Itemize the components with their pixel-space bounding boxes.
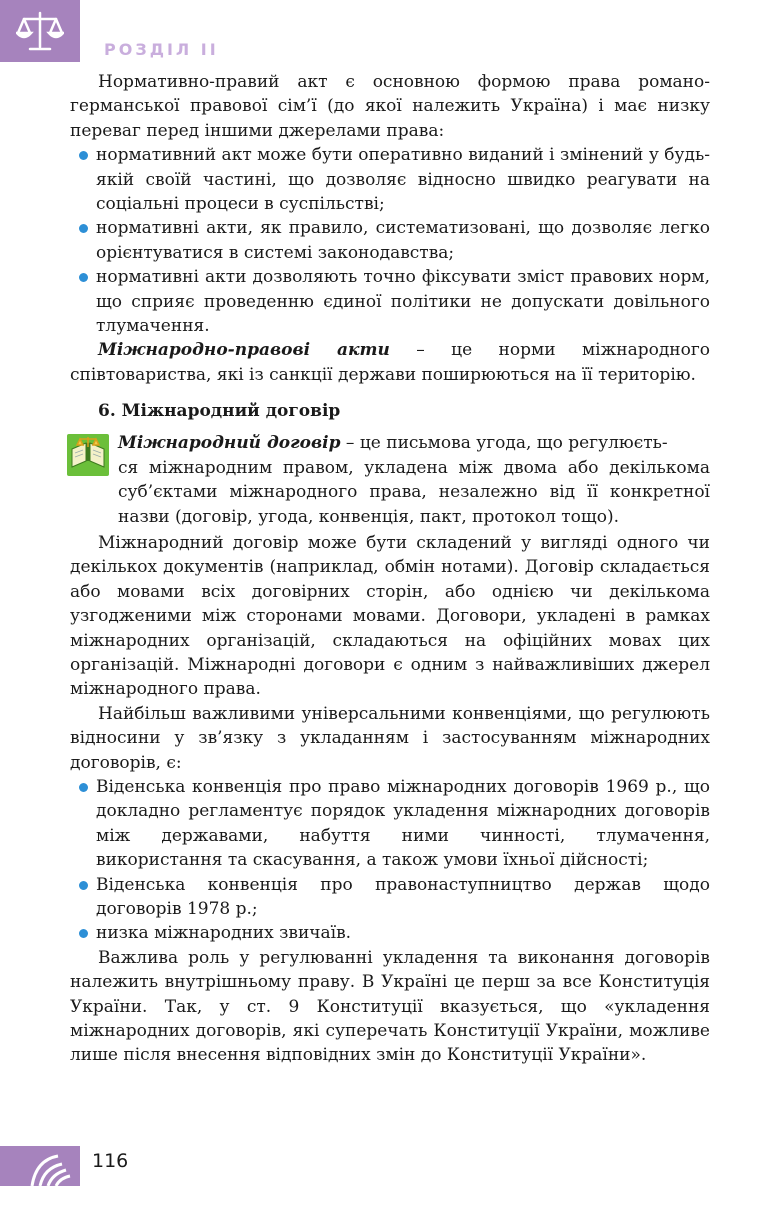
treaty-def-rest-text: ся міжнародним правом, укладена між двома або декількома суб’єктами міжнародного права, незалежно від її конкретної назви (договір, угода, конвенція, пакт, протокол тощо). xyxy=(118,457,710,527)
footer-corner-tab xyxy=(0,1146,80,1186)
section-corner-tab xyxy=(0,0,80,62)
list-item: нормативний акт може бути оперативно виданий і змінений у будь-якій своїй частині, що дозволяє відносно швидко реагувати на соціальні процеси в суспільстві; xyxy=(70,143,710,216)
domestic-law-paragraph: Важлива роль у регулюванні укладення та виконання договорів належить внутрішньому праву. В Україні це перш за все Конституція України. Так, у ст. 9 Конституції вказується, що «укладення міжнародних договорів, які суперечать Конституції України, можливе лише після внесення відповідних змін до Конституції України». xyxy=(70,947,710,1066)
intro-paragraph: Нормативно-правий акт є основною формою права романо-германської правової сім’ї (до якої належить Україна) і має низку переваг перед іншими джерелами права: xyxy=(70,72,710,141)
advantages-list xyxy=(70,143,710,338)
intl-acts-paragraph xyxy=(70,338,710,387)
definition-block xyxy=(70,431,710,529)
list-item: низка міжнародних звичаїв. xyxy=(70,921,710,945)
list-item: Віденська конвенція про право міжнародних договорів 1969 р., що докладно регламентує порядок укладення міжнародних договорів між державами, набуття ними чинності, тлумачення, використання та скасування, а також умови їхньої дійсності; xyxy=(70,775,710,873)
treaty-def-line1: – це письмова угода, що регулюєть- xyxy=(340,433,668,454)
list-item: Віденська конвенція про правонаступництво держав щодо договорів 1978 р.; xyxy=(70,873,710,922)
section-label: РОЗДІЛ ІІ xyxy=(104,40,219,59)
intl-acts-term: Міжнародно-правові акти xyxy=(98,340,390,361)
definition-first-line xyxy=(70,431,710,455)
page-number: 116 xyxy=(92,1150,129,1172)
scales-of-justice-icon xyxy=(16,9,64,53)
forms-paragraph: Міжнародний договір може бути складений у вигляді одного чи декількох документів (наприклад, обмін нотами). Договір складається або мовами всіх договірних сторін, або однією чи декількома узгодженими між сторонами мовами. Договори, укладені в рамках міжнародних організацій, складаються на офіційних мовах цих організацій. Міжнародні договори є одним з найважливіших джерел міжнародного права. xyxy=(70,532,710,700)
treaty-def-rest xyxy=(70,456,710,529)
treaty-term: Міжнародний договір xyxy=(118,433,341,454)
conventions-list xyxy=(70,775,710,946)
definition-book-icon xyxy=(66,433,110,477)
page-swirl-icon xyxy=(30,1146,80,1186)
page-content xyxy=(70,70,710,1068)
list-item: нормативні акти дозволяють точно фіксувати зміст правових норм, що сприяє проведенню єдиної політики не допускати довільного тлумачення. xyxy=(70,265,710,338)
intl-acts-text: – це норми міжнародного співтовариства, які із санкції держави поширюються на її територію. xyxy=(70,340,711,385)
section-heading: 6. Міжнародний договір xyxy=(98,401,341,422)
list-item: нормативні акти, як правило, систематизовані, що дозволяє легко орієнтуватися в системі законодавства; xyxy=(70,216,710,265)
conventions-paragraph: Найбільш важливими універсальними конвенціями, що регулюють відносини у зв’язку з укладанням і застосуванням міжнародних договорів, є: xyxy=(70,703,710,773)
